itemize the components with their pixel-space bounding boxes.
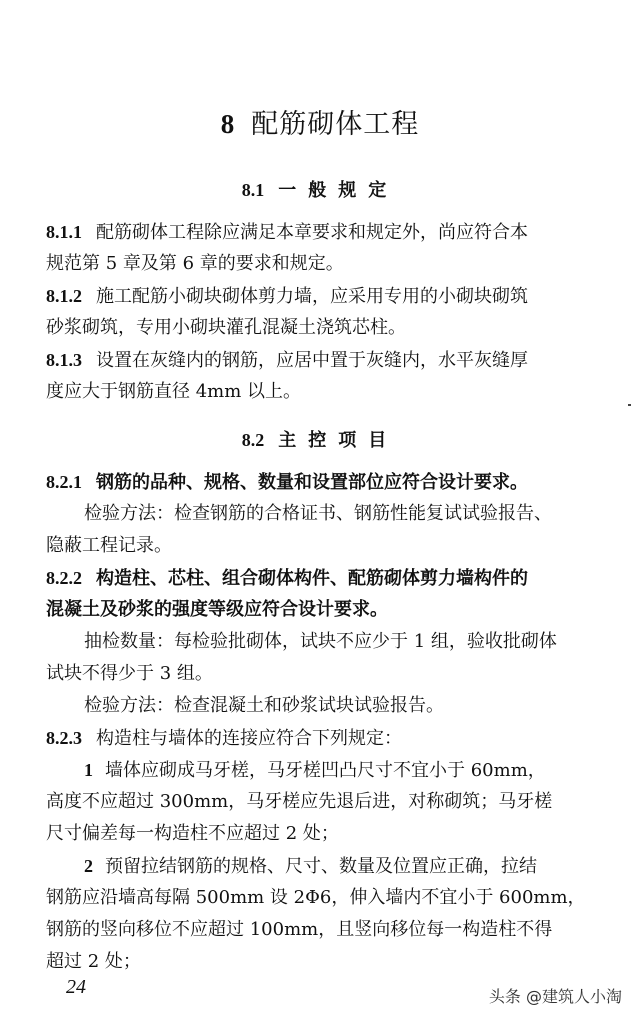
clause-text: 试块不得少于 3 组。 bbox=[46, 663, 213, 684]
chapter-title bbox=[0, 102, 640, 141]
clause-text: 尺寸偏差每一构造柱不应超过 2 处； bbox=[46, 823, 339, 844]
item-number: 1 bbox=[84, 760, 93, 780]
clause-number: 8.1.3 bbox=[46, 350, 82, 370]
clause-text: 钢筋的品种、规格、数量和设置部位应符合设计要求。 bbox=[96, 472, 528, 493]
clause-text: 超过 2 处； bbox=[46, 951, 141, 972]
sampling-quantity-8-2-2 bbox=[46, 630, 640, 654]
list-item-2-cont bbox=[46, 950, 626, 974]
clause-text: 高度不应超过 300mm，马牙槎应先退后进，对称砌筑；马牙槎 bbox=[46, 791, 553, 812]
clause-number: 8.2.2 bbox=[46, 568, 82, 588]
sampling-quantity-8-2-2-cont bbox=[46, 662, 626, 686]
list-item-2-cont bbox=[46, 918, 626, 942]
section-number: 8.1 bbox=[241, 180, 265, 200]
clause-text: 墙体应砌成马牙槎，马牙槎凹凸尺寸不宜小于 60mm， bbox=[105, 760, 546, 781]
clause-8-1-3-cont bbox=[46, 380, 626, 404]
watermark: 头条 @建筑人小淘 bbox=[485, 982, 626, 1009]
clause-text: 设置在灰缝内的钢筋，应居中置于灰缝内，水平灰缝厚 bbox=[96, 350, 528, 371]
scan-speck bbox=[628, 404, 631, 406]
section-title-8-2 bbox=[0, 426, 640, 452]
inspection-method-8-2-1 bbox=[46, 502, 640, 526]
inspection-method-8-2-2 bbox=[46, 694, 640, 718]
clause-text: 检验方法：检查钢筋的合格证书、钢筋性能复试试验报告、 bbox=[84, 503, 552, 524]
list-item-1 bbox=[46, 758, 640, 783]
clause-8-2-2 bbox=[46, 566, 626, 591]
clause-8-2-3 bbox=[46, 726, 626, 751]
clause-text: 混凝土及砂浆的强度等级应符合设计要求。 bbox=[46, 599, 388, 620]
chapter-number: 8 bbox=[220, 109, 236, 139]
clause-8-2-2-cont bbox=[46, 598, 626, 622]
section-name: 主控项目 bbox=[278, 430, 399, 451]
clause-number: 8.1.1 bbox=[46, 222, 82, 242]
clause-text: 检验方法：检查混凝土和砂浆试块试验报告。 bbox=[84, 695, 444, 716]
clause-text: 规范第 5 章及第 6 章的要求和规定。 bbox=[46, 253, 344, 274]
clause-text: 配筋砌体工程除应满足本章要求和规定外，尚应符合本 bbox=[96, 222, 528, 243]
section-number: 8.2 bbox=[241, 430, 265, 450]
clause-text: 施工配筋小砌块砌体剪力墙，应采用专用的小砌块砌筑 bbox=[96, 286, 528, 307]
clause-text: 构造柱、芯柱、组合砌体构件、配筋砌体剪力墙构件的 bbox=[96, 568, 528, 589]
clause-text: 砂浆砌筑，专用小砌块灌孔混凝土浇筑芯柱。 bbox=[46, 317, 406, 338]
clause-8-1-1-cont bbox=[46, 252, 626, 276]
list-item-2-cont bbox=[46, 886, 626, 910]
clause-number: 8.1.2 bbox=[46, 286, 82, 306]
list-item-2 bbox=[46, 854, 640, 879]
clause-text: 钢筋的竖向移位不应超过 100mm，且竖向移位每一构造柱不得 bbox=[46, 919, 553, 940]
clause-8-2-1 bbox=[46, 470, 626, 495]
clause-text: 度应大于钢筋直径 4mm 以上。 bbox=[46, 381, 302, 402]
list-item-1-cont bbox=[46, 790, 626, 814]
clause-8-1-1 bbox=[46, 220, 626, 245]
inspection-method-8-2-1-cont bbox=[46, 534, 626, 558]
chapter-name: 配筋砌体工程 bbox=[251, 109, 420, 140]
clause-text: 抽检数量：每检验批砌体，试块不应少于 1 组，验收批砌体 bbox=[84, 631, 557, 652]
clause-8-1-2 bbox=[46, 284, 626, 309]
item-number: 2 bbox=[84, 856, 93, 876]
list-item-1-cont bbox=[46, 822, 626, 846]
section-name: 一般规定 bbox=[278, 180, 399, 201]
clause-text: 隐蔽工程记录。 bbox=[46, 535, 172, 556]
clause-number: 8.2.3 bbox=[46, 728, 82, 748]
clause-number: 8.2.1 bbox=[46, 472, 82, 492]
page-number: 24 bbox=[66, 976, 86, 998]
section-title-8-1 bbox=[0, 176, 640, 202]
clause-text: 钢筋应沿墙高每隔 500mm 设 2Φ6，伸入墙内不宜小于 600mm， bbox=[46, 887, 586, 908]
clause-8-1-3 bbox=[46, 348, 626, 373]
clause-8-1-2-cont bbox=[46, 316, 626, 340]
clause-text: 预留拉结钢筋的规格、尺寸、数量及位置应正确，拉结 bbox=[105, 856, 537, 877]
clause-text: 构造柱与墙体的连接应符合下列规定： bbox=[96, 728, 402, 749]
